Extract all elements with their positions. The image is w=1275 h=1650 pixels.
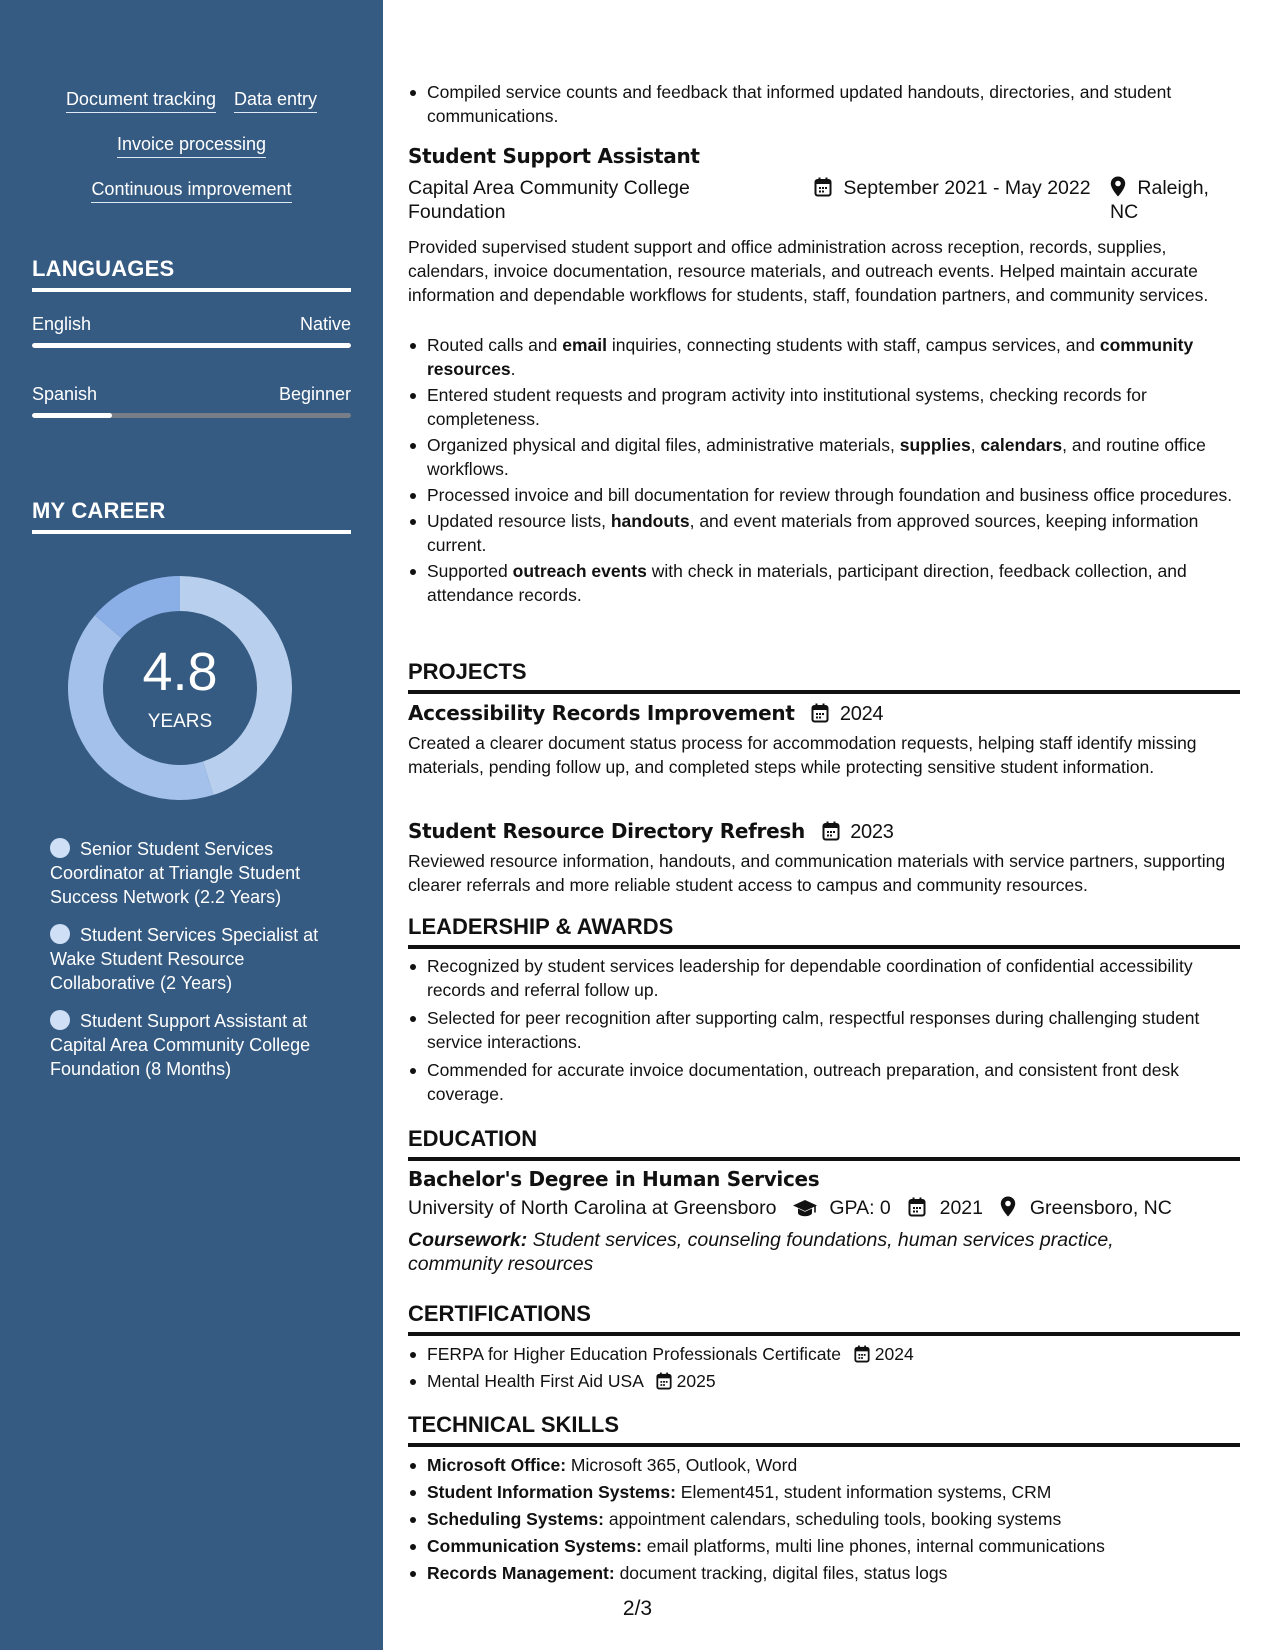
- calendar-icon: [656, 1372, 672, 1390]
- job-summary: Provided supervised student support and office administration across reception, records, supplies, calendars, invoice documentation, resource materials, and outreach events. Helped maintain accurate information and dependable workflows for students, staff, foundation partners, and community services.: [408, 237, 1209, 305]
- list-item: Updated resource lists, handouts, and event materials from approved sources, keeping information current.: [408, 509, 1240, 557]
- calendar-icon: [908, 1197, 926, 1217]
- project-year: 2023: [850, 821, 894, 843]
- language-proficiency-bar: [32, 413, 351, 418]
- coursework-label: Coursework:: [408, 1229, 528, 1251]
- list-item: Selected for peer recognition after supporting calm, respectful responses during challenging student service interactions.: [408, 1006, 1240, 1054]
- skill-value: Microsoft 365, Outlook, Word: [570, 1455, 798, 1475]
- graduation-cap-icon: [792, 1199, 818, 1217]
- list-item: Commended for accurate invoice documentation, outreach preparation, and consistent front desk coverage.: [408, 1058, 1240, 1106]
- list-item: [408, 1534, 1240, 1558]
- project-description: Created a clearer document status process for accommodation requests, helping staff identify missing materials, pending follow up, and completed steps while protecting sensitive student information.: [408, 733, 1197, 777]
- list-item: [408, 1453, 1240, 1477]
- location-pin-icon: [1110, 176, 1126, 197]
- certifications-heading: CERTIFICATIONS: [408, 1301, 1240, 1336]
- location-pin-icon: [1000, 1196, 1016, 1217]
- list-item: [408, 1480, 1240, 1504]
- list-item: Compiled service counts and feedback that informed updated handouts, directories, and student communications.: [408, 80, 1240, 128]
- job-bullets: [408, 333, 1240, 607]
- certification-year: 2024: [874, 1344, 914, 1364]
- skill-tag: Data entry: [234, 88, 317, 113]
- skill-tag: Continuous improvement: [91, 178, 291, 203]
- skill-value: document tracking, digital files, status logs: [619, 1563, 948, 1583]
- calendar-icon: [811, 703, 829, 723]
- certification-year: 2025: [676, 1371, 716, 1391]
- list-item: Recognized by student services leadership for dependable coordination of confidential accessibility records and referral follow up.: [408, 954, 1240, 1002]
- skill-label: Student Information Systems:: [427, 1482, 676, 1502]
- skill-tag: Invoice processing: [117, 133, 266, 158]
- project-title-row: [408, 818, 1240, 845]
- career-item: [50, 1009, 340, 1081]
- career-heading: MY CAREER: [32, 498, 351, 534]
- career-item-text: Student Support Assistant at Capital Area Community College Foundation (8 Months): [50, 1011, 311, 1079]
- skill-value: appointment calendars, scheduling tools, booking systems: [608, 1509, 1062, 1529]
- language-row: [32, 313, 351, 335]
- location-line: Raleigh,: [1137, 177, 1209, 199]
- list-item: Entered student requests and program activity into institutional systems, checking records for completeness.: [408, 383, 1240, 431]
- skill-value: Element451, student information systems, CRM: [680, 1482, 1052, 1502]
- project-title: Accessibility Records Improvement: [408, 701, 795, 725]
- projects-heading: PROJECTS: [408, 659, 1240, 694]
- language-proficiency-fill: [32, 343, 351, 348]
- career-dot-icon: [50, 838, 70, 858]
- main-content: [408, 0, 1240, 1650]
- bullet-list: [408, 80, 1240, 128]
- skill-tags-row-2: [0, 133, 383, 158]
- job-date-range: September 2021 - May 2022: [843, 177, 1091, 199]
- coursework-text: Student services, counseling foundations, human services practice, community resources: [408, 1229, 1114, 1275]
- gpa: GPA: 0: [829, 1197, 891, 1219]
- list-item: [408, 1342, 1240, 1366]
- skill-label: Records Management:: [427, 1563, 615, 1583]
- language-row: [32, 383, 351, 405]
- project-title-row: [408, 700, 1240, 727]
- education-meta: [408, 1196, 1240, 1220]
- school-location: Greensboro, NC: [1029, 1197, 1172, 1219]
- job-title: Student Support Assistant: [408, 144, 700, 168]
- list-item: Routed calls and email inquiries, connecting students with staff, campus services, and community resources.: [408, 333, 1240, 381]
- degree-title: Bachelor's Degree in Human Services: [408, 1167, 820, 1191]
- language-level: Beginner: [278, 384, 351, 404]
- career-item-text: Student Services Specialist at Wake Student Resource Collaborative (2 Years): [50, 925, 319, 993]
- skill-value: email platforms, multi line phones, internal communications: [646, 1536, 1105, 1556]
- leadership-heading: LEADERSHIP & AWARDS: [408, 914, 1240, 949]
- career-donut-chart: [60, 568, 300, 808]
- coursework: [408, 1228, 1168, 1276]
- company-line: Capital Area Community College: [408, 177, 690, 199]
- language-proficiency-bar: [32, 343, 351, 348]
- graduation-year: 2021: [939, 1197, 983, 1219]
- career-item: [50, 837, 340, 909]
- language-level: Native: [299, 314, 351, 334]
- calendar-icon: [854, 1345, 870, 1363]
- list-item: [408, 1507, 1240, 1531]
- project-title: Student Resource Directory Refresh: [408, 819, 805, 843]
- location-line: NC: [1110, 201, 1139, 223]
- skill-tag: Document tracking: [66, 88, 216, 113]
- career-dot-icon: [50, 924, 70, 944]
- career-total-unit: YEARS: [147, 711, 213, 732]
- languages-heading: LANGUAGES: [32, 256, 351, 292]
- job-dates: [814, 176, 1091, 200]
- list-item: [408, 1561, 1240, 1585]
- leadership-bullets: [408, 954, 1240, 1106]
- skill-label: Scheduling Systems:: [427, 1509, 604, 1529]
- language-name: English: [32, 314, 92, 334]
- certification-list: [408, 1342, 1240, 1393]
- skill-label: Microsoft Office:: [427, 1455, 567, 1475]
- list-item: Supported outreach events with check in materials, participant direction, feedback collection, and attendance records.: [408, 559, 1240, 607]
- skill-tags-row-3: [0, 178, 383, 203]
- sidebar: [0, 0, 383, 1650]
- calendar-icon: [822, 821, 840, 841]
- language-name: Spanish: [32, 384, 98, 404]
- company-line: Foundation: [408, 201, 506, 223]
- list-item: [408, 1369, 1240, 1393]
- project-year: 2024: [839, 703, 884, 725]
- job-meta: [408, 176, 1240, 226]
- career-total-years: 4.8: [142, 642, 218, 702]
- language-proficiency-fill: [32, 413, 112, 418]
- certification-name: FERPA for Higher Education Professionals Certificate: [427, 1344, 842, 1364]
- career-dot-icon: [50, 1010, 70, 1030]
- certification-name: Mental Health First Aid USA: [427, 1371, 643, 1391]
- technical-skills-heading: TECHNICAL SKILLS: [408, 1412, 1240, 1447]
- skill-tags-row-1: [0, 88, 383, 113]
- company-name: [408, 176, 768, 224]
- calendar-icon: [814, 177, 832, 197]
- school-name: University of North Carolina at Greensboro: [408, 1197, 777, 1219]
- career-item: [50, 923, 340, 995]
- list-item: Organized physical and digital files, administrative materials, supplies, calendars, and routine office workflows.: [408, 433, 1240, 481]
- education-heading: EDUCATION: [408, 1126, 1240, 1161]
- skill-label: Communication Systems:: [427, 1536, 642, 1556]
- page-number: 2/3: [622, 1597, 653, 1620]
- technical-skills-list: [408, 1453, 1240, 1585]
- list-item: Processed invoice and bill documentation for review through foundation and business office procedures.: [408, 483, 1240, 507]
- project-description: Reviewed resource information, handouts, and communication materials with service partners, supporting clearer referrals and more reliable student access to campus and community resources.: [408, 851, 1226, 895]
- job-location: [1110, 176, 1230, 224]
- career-item-text: Senior Student Services Coordinator at Triangle Student Success Network (2.2 Years): [50, 839, 301, 907]
